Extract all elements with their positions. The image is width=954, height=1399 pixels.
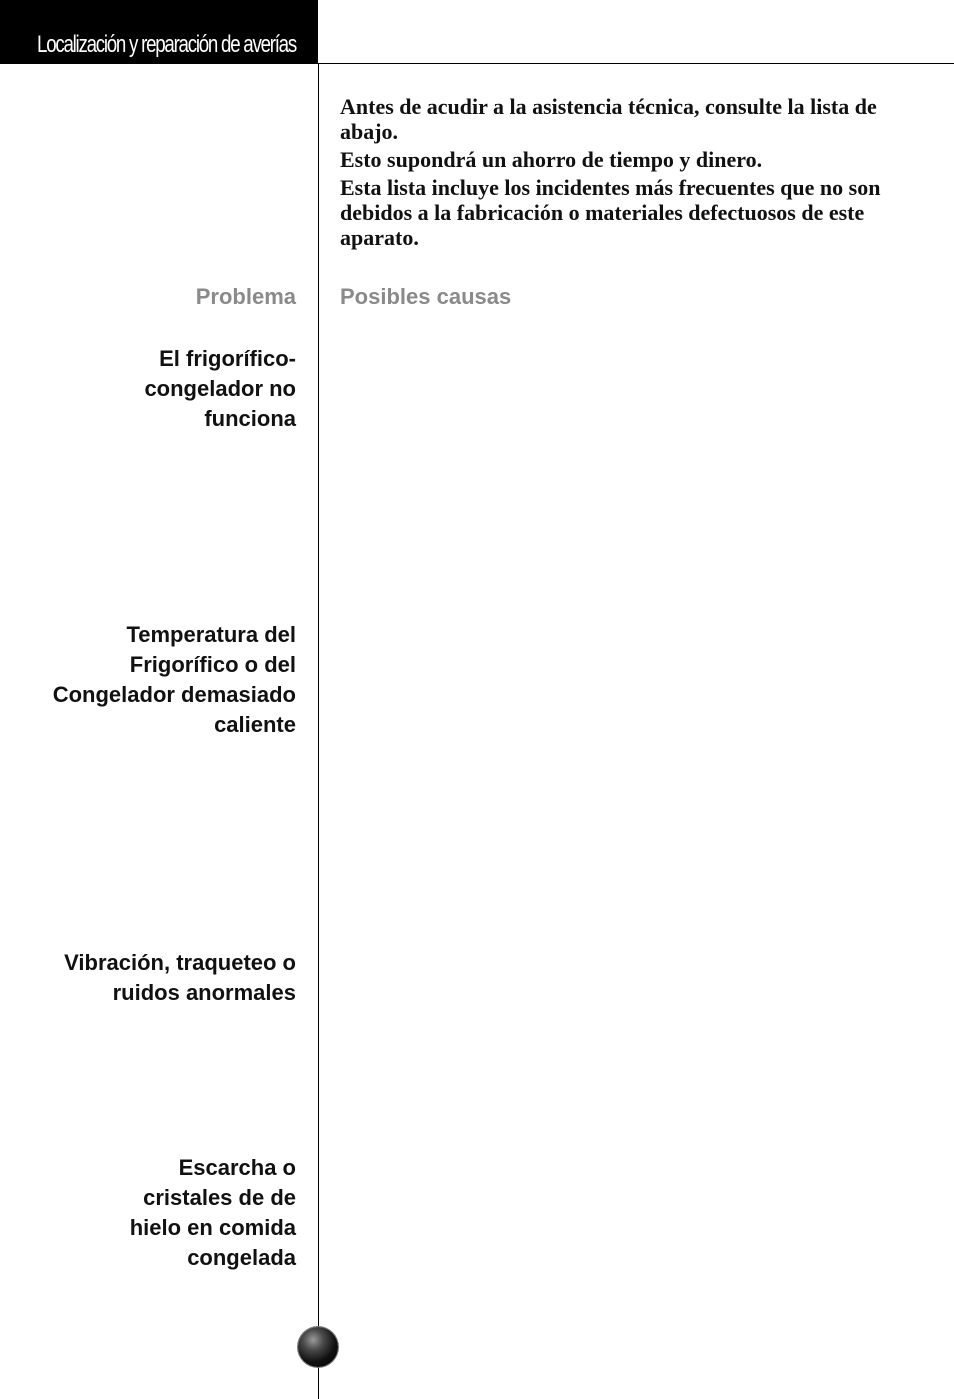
problem-item: Vibración, traqueteo o ruidos anormales	[64, 950, 296, 1005]
problem-item: El frigorífico-congelador no funciona	[144, 346, 296, 431]
problem-item: Escarcha o cristales de de hielo en comida congelada	[129, 1155, 296, 1270]
column-divider	[318, 64, 319, 1399]
section-title: Localización y reparación de averías	[37, 31, 296, 58]
intro-paragraph: Esto supondrá un ahorro de tiempo y dinero.	[340, 147, 763, 172]
intro-paragraph: Esta lista incluye los incidentes más frecuentes que no son debidos a la fabricación o materiales defectuosos de este aparato.	[340, 175, 881, 250]
problem-column-heading: Problema	[195, 284, 296, 309]
intro-paragraph: Antes de acudir a la asistencia técnica, consulte la lista de abajo.	[340, 94, 877, 144]
header-bar	[0, 0, 318, 64]
problem-item: Temperatura del Frigorífico o del Congelador demasiado caliente	[52, 622, 296, 737]
page-marker-ball	[298, 1327, 338, 1367]
causes-column-heading: Posibles causas	[340, 284, 512, 309]
intro-text	[340, 94, 900, 253]
header-rule	[318, 63, 954, 64]
